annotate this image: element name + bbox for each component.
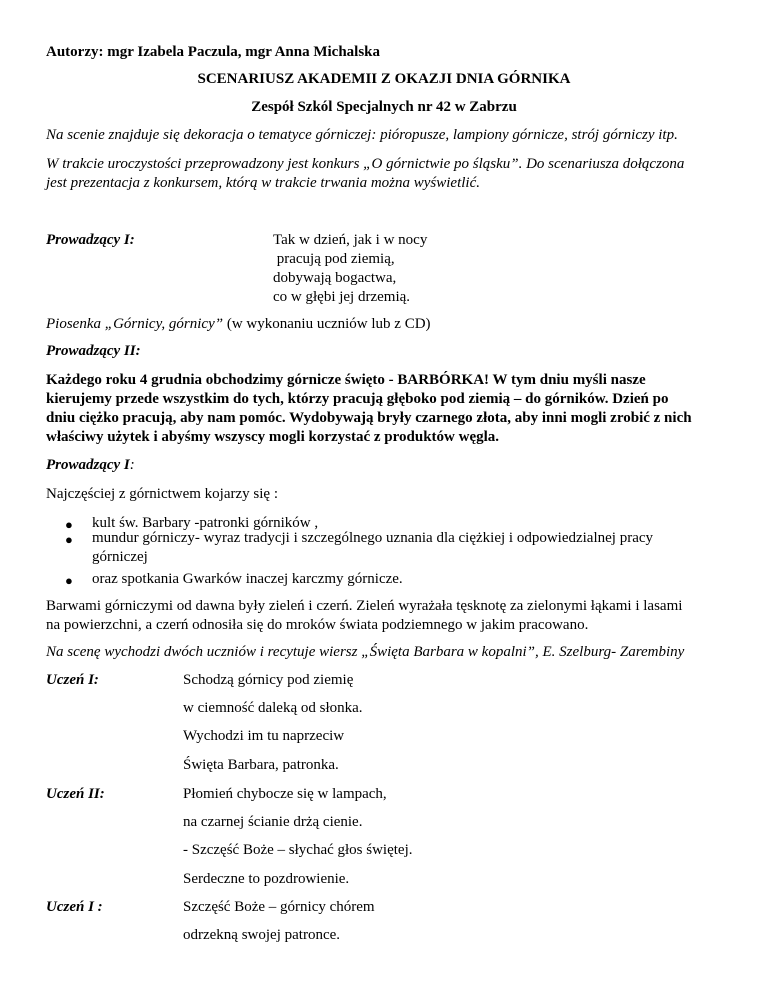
student1-line4: Święta Barbara, patronka. [183,757,339,773]
association-item-2-cont: górniczej [92,549,148,565]
student1b-label: Uczeń I : [46,899,103,915]
poem1-line1: Tak w dzień, jak i w nocy [273,232,428,248]
student2-line1: Płomień chybocze się w lampach, [183,786,387,802]
student2-label: Uczeń II: [46,786,105,802]
song-note: (w wykonaniu uczniów lub z CD) [223,316,431,332]
song-title: Piosenka „Górnicy, górnicy” [46,316,224,332]
colors-line2: na powierzchni, a czerń odnosiła się do mroków świata podziemnego w jakim pracowano. [46,617,589,633]
student1-label: Uczeń I: [46,672,99,688]
bullet-icon: ● [65,517,73,532]
document-title: SCENARIUSZ AKADEMII Z OKAZJI DNIA GÓRNIKA [197,71,571,87]
intro-contest-line1: W trakcie uroczystości przeprowadzony jest konkurs „O górnictwie po śląsku”. Do scenariusza dołączona [46,156,685,172]
host2-text-line1: Każdego roku 4 grudnia obchodzimy górnicze święto - BARBÓRKA! W tym dniu myśli nasze [46,372,646,388]
host2-text-line3: dniu ciężko pracują, aby nam pomóc. Wydobywają bryły czarnego złota, aby inni mogli zrobić z nich [46,410,692,426]
association-item-3: oraz spotkania Gwarków inaczej karczmy górnicze. [92,571,403,587]
student2-line2: na czarnej ścianie drżą cienie. [183,814,363,830]
authors-line: Autorzy: mgr Izabela Paczula, mgr Anna Michalska [46,44,381,60]
host2-label: Prowadzący II: [46,343,141,359]
poem1-line4: co w głębi jej drzemią. [273,289,411,305]
host1b-label [46,456,135,475]
bullet-icon: ● [65,573,73,588]
school-name: Zespół Szkól Specjalnych nr 42 w Zabrzu [251,99,517,115]
student1-line1: Schodzą górnicy pod ziemię [183,672,354,688]
intro-contest-line2: jest prezentacja z konkursem, którą w trakcie trwania można wyświetlić. [46,175,480,191]
bullet-icon: ● [65,532,73,547]
student2-line3: - Szczęść Boże – słychać głos świętej. [183,842,413,858]
colors-line1: Barwami górniczymi od dawna były zieleń i czerń. Zieleń wyrażała tęsknotę za zielonymi łąkami i lasami [46,598,683,614]
host1-label: Prowadzący I: [46,232,135,248]
student1-line3: Wychodzi im tu naprzeciw [183,728,345,744]
host1b-colon: : [129,457,135,473]
student1b-line2: odrzekną swojej patronce. [183,927,341,943]
intro-decoration: Na scenie znajduje się dekoracja o tematyce górniczej: pióropusze, lampiony górnicze, strój górniczy itp. [46,127,678,143]
poem1-line3: dobywają bogactwa, [273,270,397,286]
host2-text-line2: kierujemy przede wszystkim do tych, którzy pracują głęboko pod ziemią – do górników. Dzień po [46,391,669,407]
student1-line2: w ciemność daleką od słonka. [183,700,363,716]
association-item-1: kult św. Barbary -patronki górników , [92,515,319,531]
student2-line4: Serdeczne to pozdrowienie. [183,871,350,887]
song-line [46,315,431,334]
host1b-label-text: Prowadzący I [46,457,130,473]
association-item-2: mundur górniczy- wyraz tradycji i szczególnego uznania dla ciężkiej i odpowiedzialnej pracy [92,530,654,546]
poem1-line2: pracują pod ziemią, [273,251,395,267]
student1b-line1: Szczęść Boże – górnicy chórem [183,899,375,915]
host2-text-line4: właściwy użytek i abyśmy wszyscy mogli korzystać z produktów węgla. [46,429,500,445]
associations-intro: Najczęściej z górnictwem kojarzy się : [46,486,278,502]
stage-note: Na scenę wychodzi dwóch uczniów i recytuje wiersz „Święta Barbara w kopalni”, E. Szelburg- Zarembiny [46,644,685,660]
